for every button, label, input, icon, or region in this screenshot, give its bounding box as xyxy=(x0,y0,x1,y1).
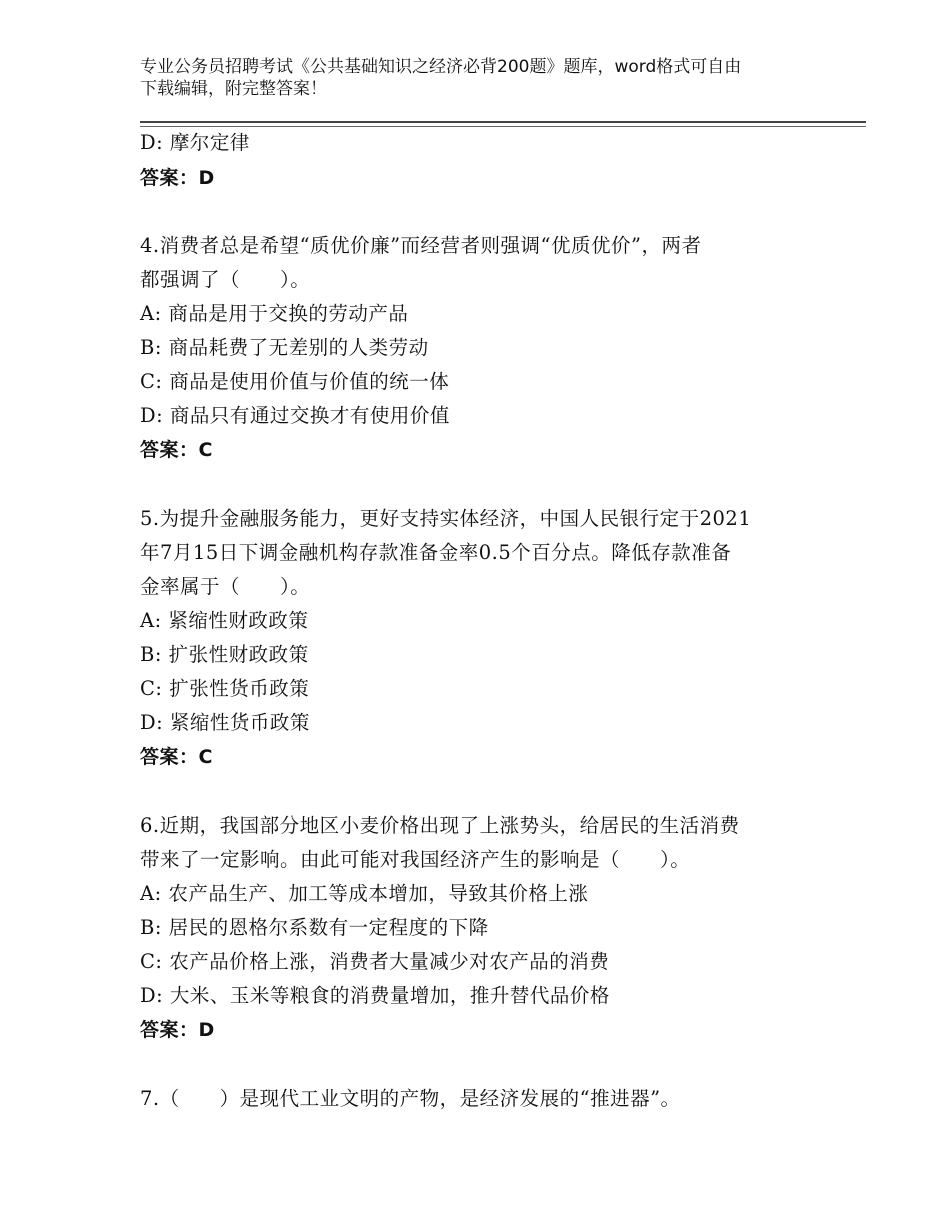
q6-stem-line2: 带来了一定影响。由此可能对我国经济产生的影响是（ ）。 xyxy=(140,848,691,871)
q5-stem-line1: 5.为提升金融服务能力，更好支持实体经济，中国人民银行定于2021 xyxy=(140,507,752,530)
q6-option-a: A: 农产品生产、加工等成本增加，导致其价格上涨 xyxy=(140,882,589,905)
q5-option-d: D: 紧缩性货币政策 xyxy=(140,711,310,734)
header-divider-thick xyxy=(140,121,866,123)
header-title-line1: 专业公务员招聘考试《公共基础知识之经济必背200题》题库，word格式可自由 xyxy=(140,57,742,77)
q5-stem-line3: 金率属于（ ）。 xyxy=(140,575,311,598)
q5-option-a: A: 紧缩性财政政策 xyxy=(140,609,309,632)
q6-stem-line1: 6.近期，我国部分地区小麦价格出现了上涨势头，给居民的生活消费 xyxy=(140,814,740,837)
q6-answer: 答案：D xyxy=(140,1019,215,1041)
q4-option-b: B: 商品耗费了无差别的人类劳动 xyxy=(140,336,429,359)
q6-option-b: B: 居民的恩格尔系数有一定程度的下降 xyxy=(140,916,489,939)
q4-option-a: A: 商品是用于交换的劳动产品 xyxy=(140,302,409,325)
q5-option-c: C: 扩张性货币政策 xyxy=(140,677,310,700)
q4-answer: 答案：C xyxy=(140,439,213,461)
q4-option-d: D: 商品只有通过交换才有使用价值 xyxy=(140,404,450,427)
q5-answer: 答案：C xyxy=(140,746,213,768)
q5-option-b: B: 扩张性财政政策 xyxy=(140,643,309,666)
q5-stem-line2: 年7月15日下调金融机构存款准备金率0.5个百分点。降低存款准备 xyxy=(140,541,732,564)
header-title-line2: 下载编辑，附完整答案！ xyxy=(140,79,327,99)
q4-option-c: C: 商品是使用价值与价值的统一体 xyxy=(140,370,450,393)
q6-option-d: D: 大米、玉米等粮食的消费量增加，推升替代品价格 xyxy=(140,984,610,1007)
q6-option-c: C: 农产品价格上涨，消费者大量减少对农产品的消费 xyxy=(140,950,610,973)
document-header xyxy=(140,56,840,100)
q7-stem-line1: 7.（ ）是现代工业文明的产物，是经济发展的“推进器”。 xyxy=(140,1087,681,1110)
q3-option-d: D: 摩尔定律 xyxy=(140,131,250,154)
q4-stem-line2: 都强调了（ ）。 xyxy=(140,268,311,291)
q4-stem-line1: 4.消费者总是希望“质优价廉”而经营者则强调“优质优价”，两者 xyxy=(140,234,702,257)
q3-answer: 答案：D xyxy=(140,167,215,189)
